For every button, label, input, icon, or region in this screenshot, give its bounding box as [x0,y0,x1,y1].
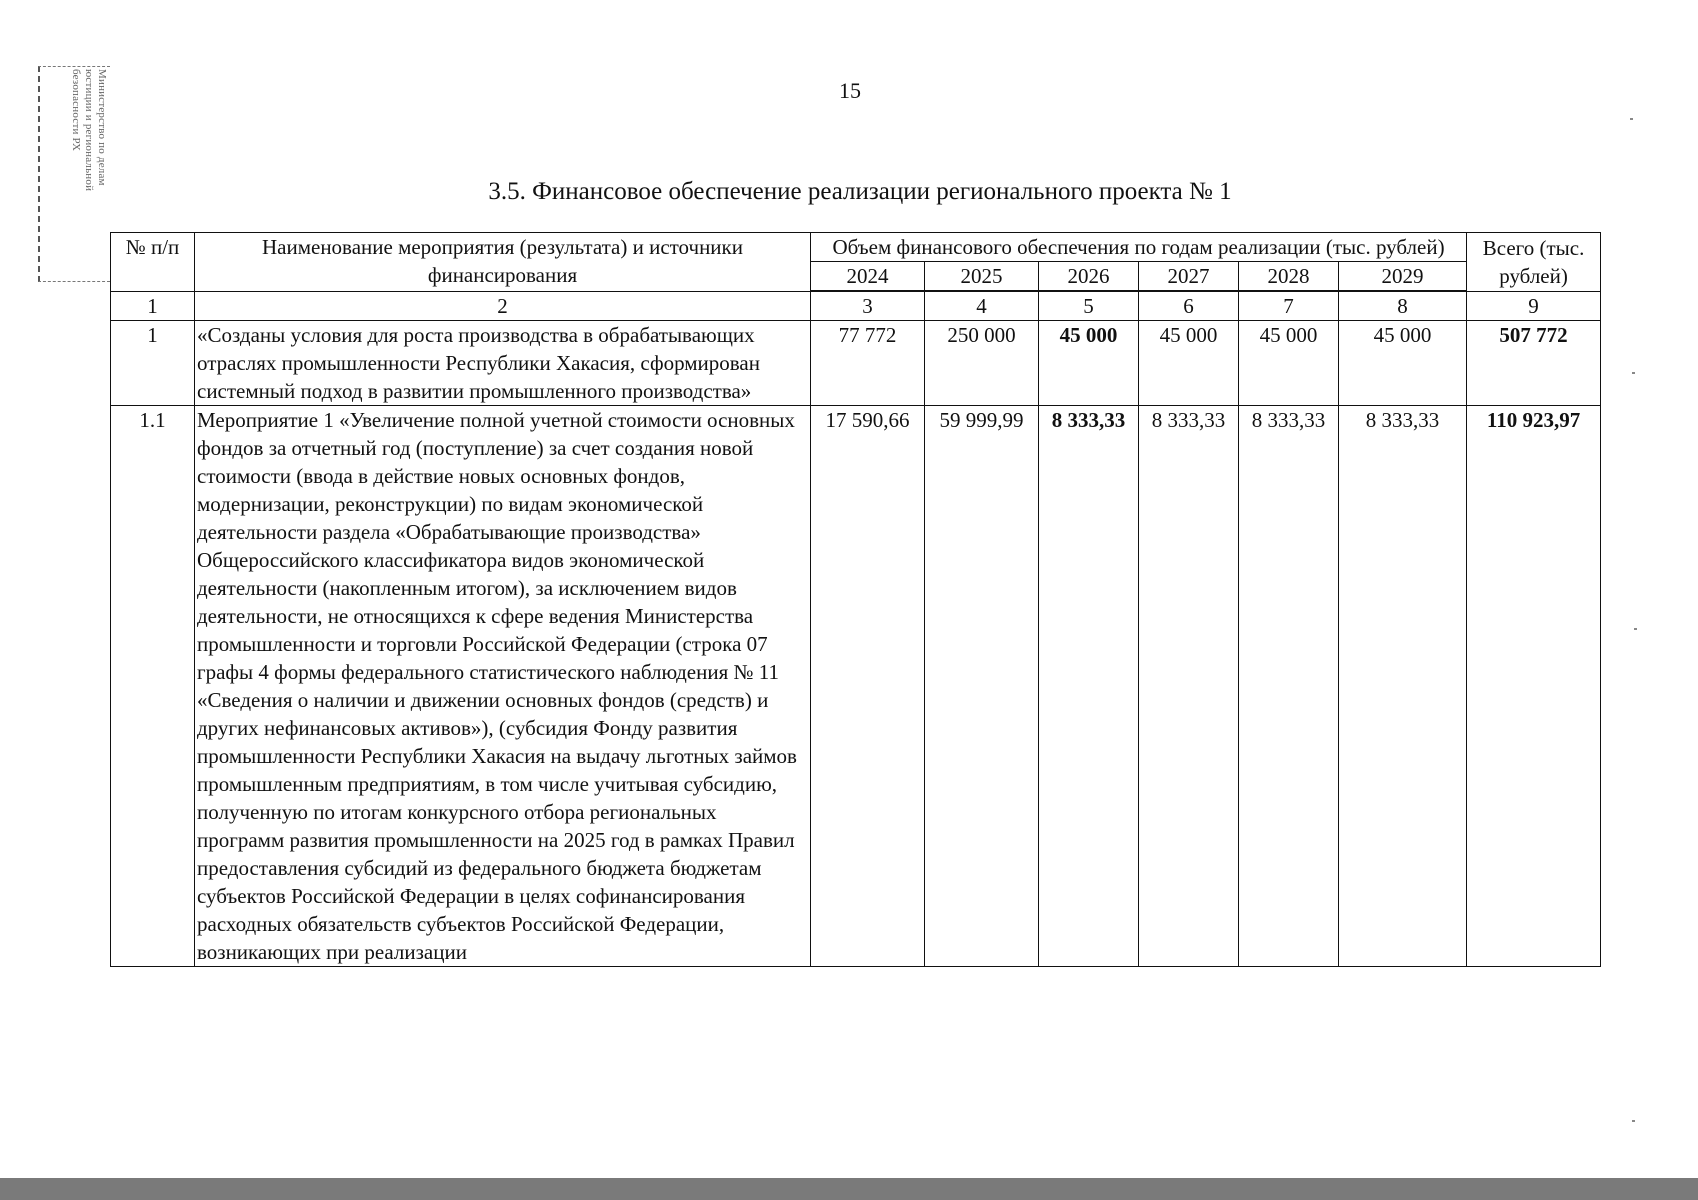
header-year-2024: 2024 [811,262,925,292]
value-2024: 77 772 [811,321,925,406]
value-2027: 45 000 [1139,321,1239,406]
header-row-1 [111,233,1601,262]
header-year-2029: 2029 [1339,262,1467,292]
section-title: 3.5. Финансовое обеспечение реализации регионального проекта № 1 [488,178,1232,205]
stamp-line-1: Министерство по делам [96,69,108,186]
value-2024: 17 590,66 [811,406,925,967]
value-2025: 250 000 [925,321,1039,406]
header-num: № п/п [111,233,195,292]
value-2025: 59 999,99 [925,406,1039,967]
row-name: «Созданы условия для роста производства в обрабатывающих отраслях промышленности Республики Хакасия, сформирован системный подход в развитии промышленного производства» [195,321,811,406]
column-number: 5 [1039,291,1139,321]
value-2026: 45 000 [1039,321,1139,406]
column-number: 2 [195,291,811,321]
registration-stamp [38,66,110,282]
value-2028: 8 333,33 [1239,406,1339,967]
financing-table [110,232,1601,967]
header-year-2027: 2027 [1139,262,1239,292]
table-row [111,406,1601,967]
column-number: 9 [1467,291,1601,321]
column-number: 7 [1239,291,1339,321]
value-2029: 45 000 [1339,321,1467,406]
scan-speck [1632,372,1635,374]
table-row [111,321,1601,406]
header-volume: Объем финансового обеспечения по годам реализации (тыс. рублей) [811,233,1467,262]
scan-speck [1634,628,1637,630]
row-number: 1.1 [111,406,195,967]
page-number: 15 [839,78,861,103]
row-number: 1 [111,321,195,406]
header-name: Наименование мероприятия (результата) и источники финансирования [195,233,811,292]
header-total: Всего (тыс. рублей) [1467,233,1601,292]
stamp-line-2: юстиции и региональной [83,69,95,192]
column-number-row [111,291,1601,321]
scan-bottom-edge [0,1178,1698,1200]
value-total: 507 772 [1467,321,1601,406]
stamp-text [48,69,108,283]
value-2028: 45 000 [1239,321,1339,406]
column-number: 3 [811,291,925,321]
column-number: 6 [1139,291,1239,321]
value-2029: 8 333,33 [1339,406,1467,967]
column-number: 8 [1339,291,1467,321]
header-year-2026: 2026 [1039,262,1139,292]
column-number: 4 [925,291,1039,321]
column-number: 1 [111,291,195,321]
value-2026: 8 333,33 [1039,406,1139,967]
scan-speck [1630,118,1633,120]
row-name: Мероприятие 1 «Увеличение полной учетной стоимости основных фондов за отчетный год (поступление) за счет создания новой стоимости (ввода в действие новых основных фондов, модернизации, реконструкции) по видам экономической деятельности раздела «Обрабатывающие производства» Общероссийского классификатора видов экономической деятельности (накопленным итогом), за исключением видов деятельности, не относящихся к сфере ведения Министерства промышленности и торговли Российской Федерации (строка 07 графы 4 формы федерального статистического наблюдения № 11 «Сведения о наличии и движении основных фондов (средств) и других нефинансовых активов»), (субсидия Фонду развития промышленности Республики Хакасия на выдачу льготных займов промышленным предприятиям, в том числе учитывая субсидию, полученную по итогам конкурсного отбора региональных программ развития промышленности на 2025 год в рамках Правил предоставления субсидий из федерального бюджета бюджетам субъектов Российской Федерации в целях софинансирования расходных обязательств субъектов Российской Федерации, возникающих при реализации [195,406,811,967]
header-year-2025: 2025 [925,262,1039,292]
value-2027: 8 333,33 [1139,406,1239,967]
header-year-2028: 2028 [1239,262,1339,292]
stamp-line-3: безопасности РХ [70,69,82,152]
scan-speck [1632,1120,1635,1122]
value-total: 110 923,97 [1467,406,1601,967]
